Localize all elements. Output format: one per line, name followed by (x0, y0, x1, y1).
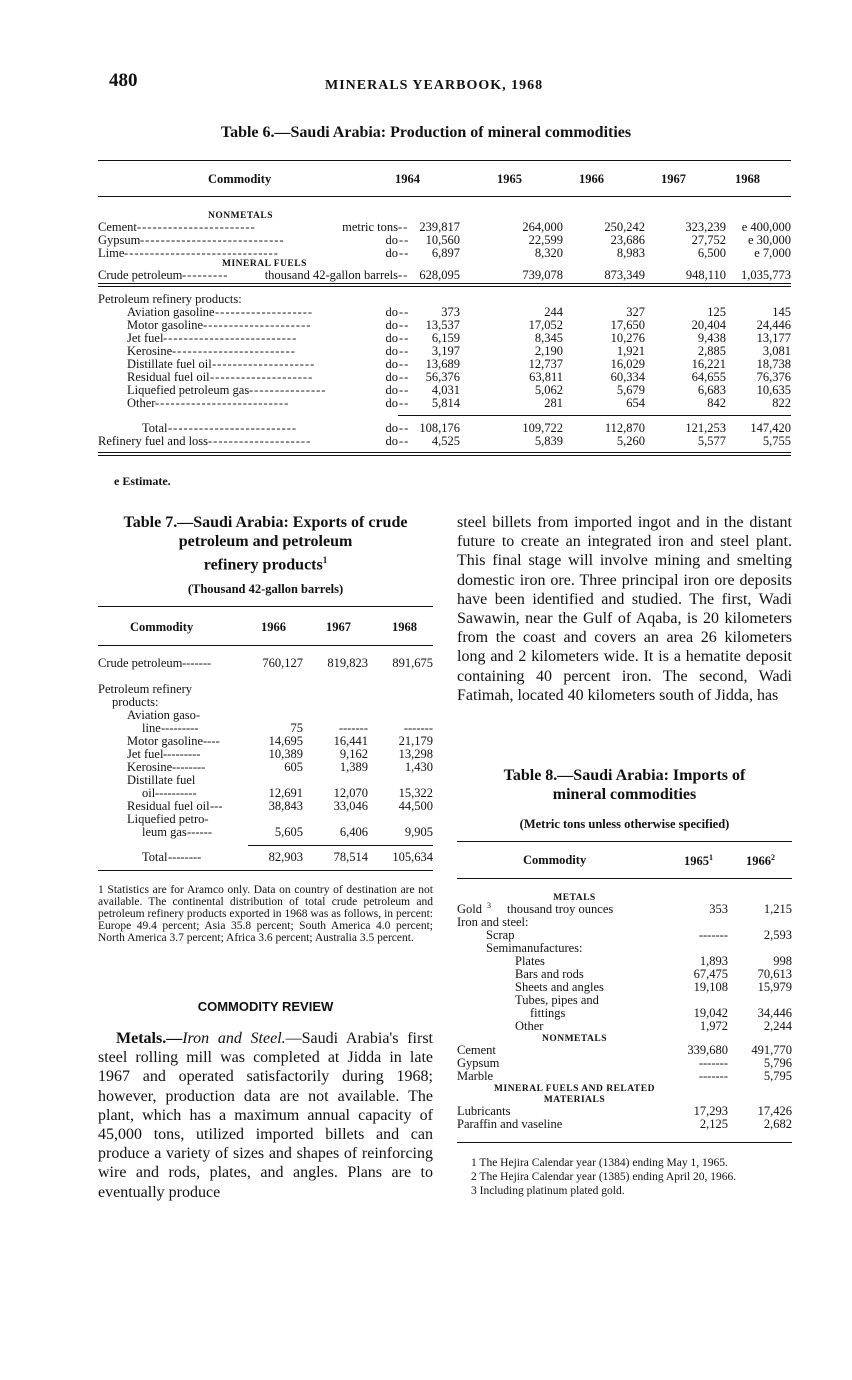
table8-gold-unit: thousand troy ounces (507, 902, 614, 916)
table6-row-refinery-5-unit-leader: -- (399, 370, 410, 384)
table8-gold-value-0: 353 (709, 902, 728, 916)
table6-row-refinery-6-value-0: 4,031 (431, 383, 460, 397)
table6-col-1967: 1967 (661, 172, 686, 186)
table8-row-nonmetal-2 (457, 1070, 792, 1083)
table8-row-other (457, 1020, 792, 1033)
table7-row-4-label1: Distillate fuel (127, 773, 196, 787)
table6-row-refinery-0-value-2: 327 (626, 305, 645, 319)
table6-row-cement-value-0: 239,817 (419, 220, 460, 234)
table7-row-6-value-2: 9,905 (404, 825, 433, 839)
table7-row-0-value-0: 75 (290, 721, 303, 735)
table6-row-cement-value-3: 323,239 (685, 220, 726, 234)
table6-row-refinery-fuel-loss-value-4: 5,755 (762, 434, 791, 448)
table8-row-semi-1-value-0: 67,475 (693, 967, 728, 981)
table8-row-nonmetal-2-label: Marble (457, 1069, 494, 1083)
table6-row-lime-unit: do (385, 246, 398, 260)
table7-row-total (98, 851, 433, 864)
table8-row-nonmetal-1-value-1: 5,796 (763, 1056, 792, 1070)
table6-row-refinery-fuel-loss-value-0: 4,525 (431, 434, 460, 448)
table8-row-tubes-label: fittings (530, 1006, 566, 1020)
table6-row-refinery-6-unit-leader: -- (399, 383, 410, 397)
table8-iron-header: Iron and steel: (457, 915, 529, 929)
table6-row-refinery-1-leader: --------------------- (203, 318, 312, 332)
table8-col-1966-sup: 2 (771, 853, 775, 862)
table8-row-nonmetal-2-value-1: 5,795 (763, 1069, 792, 1083)
table6-row-crude-petroleum-value-2: 873,349 (604, 268, 645, 282)
table6-row-total-value-1: 109,722 (522, 421, 563, 435)
table8-section-metals: METALS (553, 893, 596, 903)
table6-row-total-unit: do (385, 421, 398, 435)
table6-row-refinery-4-value-1: 12,737 (528, 357, 563, 371)
table6-row-cement-unit: metric tons (342, 220, 398, 234)
table7-row-6-value-1: 6,406 (339, 825, 368, 839)
table7-row-1-value-2: 21,179 (398, 734, 433, 748)
table6-row-gypsum-unit-leader: -- (399, 233, 410, 247)
table7-col-commodity: Commodity (130, 620, 194, 634)
commodity-review-heading: COMMODITY REVIEW (197, 999, 334, 1014)
table6-row-refinery-5-value-1: 63,811 (529, 370, 563, 384)
table7-row-5-value-0: 38,843 (268, 799, 303, 813)
table8-row-nonmetal-0-value-1: 491,770 (751, 1043, 792, 1057)
table8-row-semi-0 (457, 955, 792, 968)
table6-row-refinery-2-value-1: 8,345 (534, 331, 563, 345)
table8-row-other-label: Other (515, 1019, 544, 1033)
table7-row-crude-label: Crude petroleum (98, 656, 183, 670)
table6-row-refinery-7-value-1: 281 (544, 396, 563, 410)
table6-row-refinery-0-label: Aviation gasoline (127, 305, 215, 319)
table7-row-crude-value-0: 760,127 (262, 656, 303, 670)
table6-header-rule (98, 196, 791, 197)
table6-row-total-label: Total (142, 421, 168, 435)
table8-row-fuel-1 (457, 1118, 792, 1131)
table8-row-nonmetal-0-value-0: 339,680 (687, 1043, 728, 1057)
table6-row-refinery-6-value-2: 5,679 (616, 383, 645, 397)
table7-row-1-label: Motor gasoline (127, 734, 204, 748)
table6-row-refinery-3-value-0: 3,197 (431, 344, 460, 358)
table6-footnote: e Estimate. (114, 474, 171, 488)
table6-row-total-value-4: 147,420 (750, 421, 791, 435)
table8-row-tubes (457, 1007, 792, 1020)
table8-row-other-value-1: 2,244 (763, 1019, 792, 1033)
table8-row-semi-2-value-0: 19,108 (693, 980, 728, 994)
table6-row-gypsum-label: Gypsum (98, 233, 141, 247)
table7-row-total-value-2: 105,634 (392, 850, 433, 864)
table8-row-nonmetal-0-label: Cement (457, 1043, 496, 1057)
table6-row-crude-petroleum-value-0: 628,095 (419, 268, 460, 282)
table6-row-crude-petroleum (98, 269, 791, 282)
table8-row-nonmetal-1-value-0: ------- (698, 1056, 728, 1070)
table7-col-1966: 1966 (261, 620, 286, 634)
table8-col-1965-sup: 1 (709, 853, 713, 862)
table8-gold-sup: 3 (487, 901, 491, 910)
table7-row-total-leader: -------- (168, 850, 202, 864)
table7-row-0-label: line (142, 721, 161, 735)
table6-row-refinery-1-value-2: 17,650 (610, 318, 645, 332)
table7-row-4-label: oil (142, 786, 156, 800)
table6-row-crude-petroleum-leader: --------- (182, 268, 229, 282)
table7-row-5-leader: --- (210, 799, 223, 813)
table7-row-crude-leader: ------- (182, 656, 212, 670)
table6-row-refinery-0-value-1: 244 (544, 305, 563, 319)
table7-subtitle: (Thousand 42-gallon barrels) (187, 582, 344, 596)
table7-row-2-value-1: 9,162 (339, 747, 368, 761)
table6-col-1965: 1965 (497, 172, 522, 186)
table8-footnote-1: 2 The Hejira Calendar year (1385) ending April 20, 1966. (471, 1171, 737, 1183)
table8-semi-header: Semimanufactures: (486, 941, 583, 955)
table8-row-semi-1-label: Bars and rods (515, 967, 584, 981)
table6-row-refinery-3-value-3: 2,885 (697, 344, 726, 358)
table6-row-refinery-4-unit: do (385, 357, 398, 371)
table8-row-nonmetal-0 (457, 1044, 792, 1057)
table8-footnotes (457, 1157, 792, 1199)
table7-row-2-value-2: 13,298 (398, 747, 433, 761)
table8-row-semi-1 (457, 968, 792, 981)
table8-bottom-rule (457, 1142, 792, 1143)
table6-row-refinery-5-unit: do (385, 370, 398, 384)
table6-row-refinery-2-value-0: 6,159 (431, 331, 460, 345)
table7-header-rule (98, 645, 433, 646)
table7-subtotal-rule (248, 845, 433, 846)
table6-row-refinery-fuel-loss-unit: do (385, 434, 398, 448)
table6-row-refinery-2-leader: -------------------------- (163, 331, 298, 345)
table6-row-cement-leader: ----------------------- (137, 220, 256, 234)
table7-title-sup: 1 (322, 555, 328, 565)
table6-row-refinery-fuel-loss-value-1: 5,839 (534, 434, 563, 448)
table6-row-refinery-1-value-1: 17,052 (528, 318, 563, 332)
table7-row-3-label: Kerosine (127, 760, 173, 774)
table7-row-3-value-1: 1,389 (339, 760, 368, 774)
table6-row-refinery-6-value-1: 5,062 (534, 383, 563, 397)
table6-rule-subtotal (398, 415, 791, 416)
right-column-paragraph: steel billets from imported ingot and in the distant future to create an integrated iron and steel plant. This final stage will involve mining and smelting domestic iron ore. Three principal iron ore deposits have been identified and studied. The first, Wadi Sawawin, near the Gulf of Aqaba, is 20 kilometers from the coast and covers an area 26 kilometers long and 2 kilometers wide. It is a hematite deposit containing 40 percent iron. The second, Wadi Fatimah, located 40 kilometers south of Jidda, has (457, 514, 792, 704)
table6-row-lime-value-0: 6,897 (431, 246, 460, 260)
table8-section-fuels-1: MINERAL FUELS AND RELATED (494, 1084, 655, 1094)
table6-row-total-value-0: 108,176 (419, 421, 460, 435)
table7-row-1-value-1: 16,441 (333, 734, 368, 748)
table6-row-crude-petroleum-value-1: 739,078 (522, 268, 563, 282)
table6-row-gypsum-value-2: 23,686 (610, 233, 645, 247)
table8-gold-value-1: 1,215 (763, 902, 792, 916)
table6-row-refinery-7 (98, 397, 791, 410)
table6-row-refinery-fuel-loss-leader: -------------------- (208, 434, 312, 448)
table6-row-refinery-2-unit: do (385, 331, 398, 345)
table7-row-4-leader: ---------- (155, 786, 197, 800)
table6-row-refinery-6-leader: --------------- (249, 383, 327, 397)
table6-row-lime-unit-leader: -- (399, 246, 410, 260)
table6-section-nonmetals: NONMETALS (208, 211, 274, 221)
table7-row-3-value-0: 605 (284, 760, 303, 774)
table8-row-fuel-0-label: Lubricants (457, 1104, 511, 1118)
table6-row-refinery-3-value-1: 2,190 (534, 344, 563, 358)
table6-row-gypsum-value-1: 22,599 (528, 233, 563, 247)
table6-row-refinery-7-value-0: 5,814 (431, 396, 460, 410)
table8-row-semi-0-label: Plates (515, 954, 545, 968)
table6-row-refinery-4-value-4: 18,738 (756, 357, 791, 371)
table6-row-total-value-2: 112,870 (604, 421, 645, 435)
table6-row-refinery-4-label: Distillate fuel oil (127, 357, 212, 371)
table8-tubes-label1: Tubes, pipes and (515, 993, 599, 1007)
table6-row-crude-petroleum-label: Crude petroleum (98, 268, 183, 282)
table6-row-cement-value-2: 250,242 (604, 220, 645, 234)
table7-row-6 (98, 826, 433, 839)
page-number: 480 (109, 70, 138, 91)
table6-row-refinery-5-value-2: 60,334 (610, 370, 645, 384)
table7-row-6-label1: Liquefied petro- (127, 812, 209, 826)
table6-row-gypsum-unit: do (385, 233, 398, 247)
table8-row-nonmetal-1-label: Gypsum (457, 1056, 500, 1070)
table7-row-5-value-1: 33,046 (333, 799, 368, 813)
table6-row-refinery-1-value-4: 24,446 (756, 318, 791, 332)
table8-row-semi-0-value-0: 1,893 (699, 954, 728, 968)
table7-row-4-value-2: 15,322 (398, 786, 433, 800)
table6-row-total-leader: ------------------------- (168, 421, 298, 435)
table8-col-1965: 1965 (684, 854, 709, 869)
table6-title: Table 6.—Saudi Arabia: Production of mineral commodities (220, 124, 632, 141)
table6-row-refinery-7-value-3: 842 (707, 396, 726, 410)
table6-row-refinery-0-leader: ------------------- (215, 305, 314, 319)
table7-title-line1: Table 7.—Saudi Arabia: Exports of crude (123, 514, 408, 531)
table6-col-commodity: Commodity (208, 172, 272, 186)
table8-row-fuel-1-value-0: 2,125 (699, 1117, 728, 1131)
table7-col-1967: 1967 (326, 620, 351, 634)
table6-row-refinery-3-label: Kerosine (127, 344, 173, 358)
table6-row-refinery-7-label: Other (127, 396, 156, 410)
table6-row-refinery-0-unit-leader: -- (399, 305, 410, 319)
table7-title-line3: refinery products (203, 556, 323, 574)
table8-col-commodity: Commodity (523, 853, 587, 867)
table6-row-lime-value-3: 6,500 (697, 246, 726, 260)
table6-row-refinery-1-value-0: 13,537 (425, 318, 460, 332)
table6-row-refinery-5-leader: -------------------- (210, 370, 314, 384)
table6-row-refinery-7-leader: -------------------------- (155, 396, 290, 410)
table6-row-refinery-4-value-3: 16,221 (691, 357, 726, 371)
table8-row-semi-1-value-1: 70,613 (757, 967, 792, 981)
table8-row-scrap-value-0: ------- (698, 928, 728, 942)
table7-row-6-leader: ------ (187, 825, 212, 839)
table8-footnote-2: 3 Including platinum plated gold. (471, 1185, 625, 1197)
table6-row-crude-petroleum-value-3: 948,110 (685, 268, 726, 282)
table6-row-refinery-1-value-3: 20,404 (691, 318, 726, 332)
table6-row-refinery-fuel-loss-value-2: 5,260 (616, 434, 645, 448)
table8-row-semi-2-label: Sheets and angles (515, 980, 604, 994)
table6-row-refinery-fuel-loss-label: Refinery fuel and loss (98, 434, 209, 448)
table6-row-refinery-4-value-2: 16,029 (610, 357, 645, 371)
table6-row-gypsum-value-4: e 30,000 (747, 233, 791, 247)
table8-top-rule (457, 841, 792, 842)
table6-row-gypsum-value-0: 10,560 (425, 233, 460, 247)
table7-row-0-label1: Aviation gaso- (127, 708, 201, 722)
table8-row-scrap-value-1: 2,593 (763, 928, 792, 942)
table6-row-refinery-7-value-2: 654 (626, 396, 645, 410)
table6-col-1964: 1964 (395, 172, 420, 186)
table8-row-nonmetal-1 (457, 1057, 792, 1070)
table7-row-3-leader: -------- (172, 760, 206, 774)
table6-row-lime-value-4: e 7,000 (754, 246, 791, 260)
table6-row-refinery-6-unit: do (385, 383, 398, 397)
table6-row-refinery-2-label: Jet fuel (127, 331, 164, 345)
table6-row-cement-unit-leader: -- (398, 220, 409, 234)
para-italic: Iron and Steel. (182, 1030, 286, 1047)
table6-row-lime-value-2: 8,983 (616, 246, 645, 260)
table6-row-refinery-1-label: Motor gasoline (127, 318, 204, 332)
table6-row-refinery-3-value-4: 3,081 (762, 344, 791, 358)
table8-section-fuels-2: MATERIALS (543, 1095, 606, 1105)
running-title: MINERALS YEARBOOK, 1968 (325, 78, 544, 93)
table6-row-refinery-fuel-loss-value-3: 5,577 (697, 434, 726, 448)
table7-row-crude-value-2: 891,675 (392, 656, 433, 670)
table6-col-1968: 1968 (735, 172, 760, 186)
table7-row-crude (98, 657, 433, 670)
table6-row-refinery-5-value-4: 76,376 (756, 370, 791, 384)
table6-row-refinery-0-value-4: 145 (772, 305, 791, 319)
table6-row-refinery-4-leader: -------------------- (212, 357, 316, 371)
commodity-review-paragraph (98, 1029, 433, 1202)
table7-row-total-value-0: 82,903 (268, 850, 303, 864)
table8-section-nonmetals: NONMETALS (541, 1034, 608, 1044)
table6-row-refinery-4-unit-leader: -- (399, 357, 410, 371)
table8-row-semi-0-value-1: 998 (773, 954, 792, 968)
table7-row-0-leader: --------- (161, 721, 199, 735)
table6-bottom-rule (98, 452, 791, 456)
table7-row-6-label: leum gas (142, 825, 187, 839)
table6-row-refinery-0-unit: do (385, 305, 398, 319)
table6-row-refinery-7-value-4: 822 (772, 396, 791, 410)
table8-subtitle: (Metric tons unless otherwise specified) (519, 817, 730, 831)
table8-title-line2: mineral commodities (552, 786, 697, 803)
table7-row-2-value-0: 10,389 (268, 747, 303, 761)
table8-row-fuel-1-value-1: 2,682 (763, 1117, 792, 1131)
table8-title-line1: Table 8.—Saudi Arabia: Imports of (503, 767, 746, 784)
table8-row-fuel-0-value-0: 17,293 (693, 1104, 728, 1118)
table6-row-lime-value-1: 8,320 (534, 246, 563, 260)
table8-row-semi-2-value-1: 15,979 (757, 980, 792, 994)
table6-row-refinery-6-value-3: 6,683 (697, 383, 726, 397)
table6-row-refinery-3-unit: do (385, 344, 398, 358)
table6-row-refinery-2-value-4: 13,177 (756, 331, 791, 345)
table6-row-lime-leader: ------------------------------ (124, 246, 279, 260)
table6-refinery-header: Petroleum refinery products: (98, 292, 242, 306)
table6-row-gypsum-leader: ---------------------------- (140, 233, 285, 247)
table6-row-refinery-0-value-0: 373 (441, 305, 460, 319)
table6-top-rule (98, 160, 791, 161)
table6-row-refinery-1-unit-leader: -- (399, 318, 410, 332)
table7-row-3-value-2: 1,430 (404, 760, 433, 774)
table6-row-refinery-3-leader: ------------------------ (172, 344, 296, 358)
table7-refinery-header-2: products: (112, 695, 159, 709)
table6-row-cement-value-1: 264,000 (522, 220, 563, 234)
table6-rule-crude (98, 283, 791, 287)
table6-row-refinery-5-label: Residual fuel oil (127, 370, 210, 384)
table6-row-refinery-fuel-loss (98, 435, 791, 448)
table7-row-0-value-2: ------- (403, 721, 433, 735)
table7-row-2-leader: --------- (163, 747, 201, 761)
table6-row-refinery-3-value-2: 1,921 (616, 344, 645, 358)
table6-row-crude-petroleum-value-4: 1,035,773 (741, 268, 791, 282)
table7-row-1-value-0: 14,695 (268, 734, 303, 748)
table6-row-crude-petroleum-unit: thousand 42-gallon barrels (264, 268, 398, 282)
table6-section-mineral-fuels: MINERAL FUELS (222, 259, 307, 269)
table8-col-1966: 1966 (746, 854, 771, 869)
table8-row-semi-2 (457, 981, 792, 994)
table6-row-total-value-3: 121,253 (685, 421, 726, 435)
table6-row-refinery-2-unit-leader: -- (399, 331, 410, 345)
table8-title (457, 766, 792, 804)
table8-row-nonmetal-2-value-0: ------- (698, 1069, 728, 1083)
table7-row-5-value-2: 44,500 (398, 799, 433, 813)
table8-footnote-0: 1 The Hejira Calendar year (1384) ending May 1, 1965. (471, 1157, 728, 1169)
table7-row-total-label: Total (142, 850, 168, 864)
table7-row-5-label: Residual fuel oil (127, 799, 210, 813)
table8-row-fuel-1-label: Paraffin and vaseline (457, 1117, 563, 1131)
table6-row-refinery-5-value-3: 64,655 (691, 370, 726, 384)
table7-row-4-value-0: 12,691 (268, 786, 303, 800)
table7-col-1968: 1968 (392, 620, 417, 634)
table7-row-total-value-1: 78,514 (333, 850, 368, 864)
table8-row-fuel-0-value-1: 17,426 (757, 1104, 792, 1118)
table7-row-2-label: Jet fuel (127, 747, 164, 761)
table6-row-refinery-3-unit-leader: -- (399, 344, 410, 358)
table6-row-lime (98, 247, 791, 260)
table8-header-rule (457, 878, 792, 879)
table7-title (98, 513, 433, 574)
table8-row-tubes-value-1: 34,446 (757, 1006, 792, 1020)
table6-row-cement-value-4: e 400,000 (741, 220, 791, 234)
table6-row-lime-label: Lime (98, 246, 125, 260)
table6-row-refinery-fuel-loss-unit-leader: -- (399, 434, 410, 448)
table6-row-cement-label: Cement (98, 220, 137, 234)
table6-row-refinery-0-value-3: 125 (707, 305, 726, 319)
table8-row-scrap-label: Scrap (486, 928, 515, 942)
table8-row-other-value-0: 1,972 (699, 1019, 728, 1033)
para-lead: Metals.— (116, 1030, 183, 1047)
table7-title-line2: petroleum and petroleum (178, 533, 353, 550)
table6-row-total-unit-leader: -- (399, 421, 410, 435)
table6-row-refinery-2-value-3: 9,438 (697, 331, 726, 345)
table6-row-refinery-6-label: Liquefied petroleum gas (127, 383, 250, 397)
table7-row-crude-value-1: 819,823 (327, 656, 368, 670)
table7-footnote: 1 Statistics are for Aramco only. Data on country of destination are not available. The continental distribution of total crude petroleum and petroleum refinery products exported in 1968 was as follows, in percent: Europe 49.4 percent; Asia 35.8 percent; South America 4.0 percent; North America 3.7 percent; Africa 3.6 percent; Australia 3.5 percent. (98, 884, 433, 944)
table8-row-tubes-value-0: 19,042 (693, 1006, 728, 1020)
para-rest: —Saudi Arabia's first steel rolling mill was completed at Jidda in late 1967 and operated satisfactorily during 1968; however, production data are not available. The plant, which has a maximum annual capacity of 45,000 tons, utilized imported billets and can produce a variety of sizes and shapes of reinforcing wire and rods, plates, and angles. Plans are to eventually produce (98, 1030, 433, 1201)
table8-gold-label: Gold (457, 902, 482, 916)
table6-row-refinery-7-unit: do (385, 396, 398, 410)
table7-bottom-rule (98, 870, 433, 871)
table7-top-rule (98, 606, 433, 607)
table6-row-gypsum-value-3: 27,752 (691, 233, 726, 247)
table7-row-0-value-1: ------- (338, 721, 368, 735)
table6-row-refinery-2-value-2: 10,276 (610, 331, 645, 345)
table7-refinery-header-1: Petroleum refinery (98, 682, 193, 696)
table6-col-1966: 1966 (579, 172, 604, 186)
table6-row-refinery-5-value-0: 56,376 (425, 370, 460, 384)
table7-row-4-value-1: 12,070 (333, 786, 368, 800)
table6-row-refinery-4-value-0: 13,689 (425, 357, 460, 371)
table6-row-crude-petroleum-unit-leader: -- (398, 268, 409, 282)
table7-row-1-leader: ---- (203, 734, 220, 748)
table7-row-6-value-0: 5,605 (274, 825, 303, 839)
table6-row-refinery-7-unit-leader: -- (399, 396, 410, 410)
table6-row-refinery-6-value-4: 10,635 (756, 383, 791, 397)
table6-row-refinery-1-unit: do (385, 318, 398, 332)
